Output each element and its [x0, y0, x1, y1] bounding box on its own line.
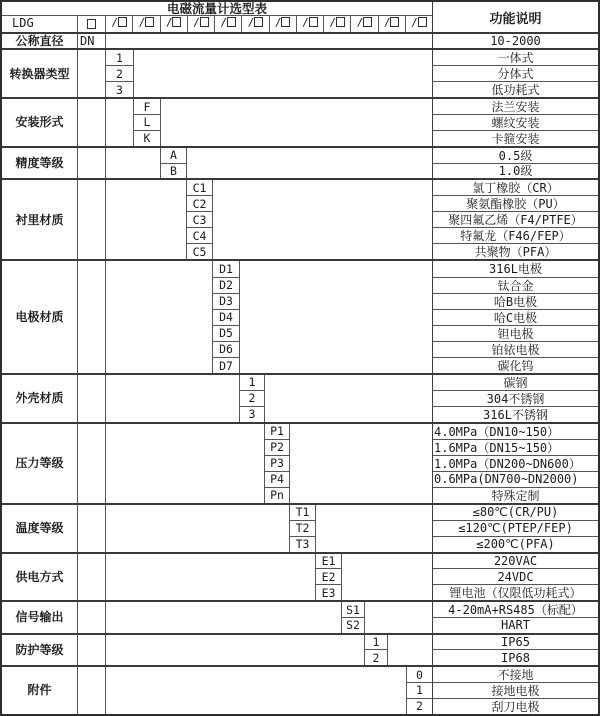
code-slot-12 — [406, 16, 432, 32]
option-desc: 螺纹安装 — [433, 115, 598, 131]
option-desc: IP68 — [501, 650, 530, 665]
slash-separator: / — [220, 16, 227, 29]
empty-span — [106, 148, 161, 178]
option-code: 1 — [240, 375, 264, 391]
empty-span — [106, 424, 265, 503]
category-band-10 — [2, 600, 598, 632]
empty-span — [106, 261, 213, 373]
option-code: F — [134, 99, 160, 115]
category-label: 衬里材质 — [2, 180, 78, 259]
empty-span — [106, 505, 290, 552]
category-band-4 — [2, 178, 598, 259]
category-label: 压力等级 — [2, 424, 78, 503]
option-desc: 氯丁橡胶（CR） — [433, 180, 598, 196]
option-desc: 碳化钨 — [497, 359, 534, 374]
checkbox-placeholder-icon — [145, 17, 154, 27]
option-code: D5 — [213, 326, 239, 342]
category-band-8 — [2, 503, 598, 552]
category-band-1 — [2, 48, 598, 97]
option-code: B — [170, 163, 177, 178]
option-desc: 碳钢 — [433, 375, 598, 391]
empty-span — [106, 180, 187, 259]
code-slot-6 — [242, 16, 269, 32]
checkbox-placeholder-icon — [87, 19, 96, 29]
option-desc: 法兰安装 — [433, 99, 598, 115]
category-band-7 — [2, 422, 598, 503]
code-slot-9 — [324, 16, 351, 32]
option-code: K — [143, 131, 151, 146]
empty-span — [388, 635, 432, 665]
option-desc: 聚氨酯橡胶（PU） — [433, 196, 598, 212]
option-desc: 1.6MPa（DN15~150） — [433, 440, 598, 456]
empty-cell — [78, 554, 106, 601]
option-code: D7 — [219, 358, 233, 373]
function-column — [432, 99, 598, 146]
slash-separator: / — [247, 16, 255, 29]
empty-cell — [78, 635, 106, 665]
option-desc: 分体式 — [433, 66, 598, 82]
empty-cell — [78, 180, 106, 259]
option-desc: 特氟龙（F46/FEP） — [433, 228, 598, 244]
header-band — [2, 2, 598, 32]
empty-span — [240, 261, 432, 373]
option-desc: 接地电极 — [433, 683, 598, 699]
category-label: 温度等级 — [2, 505, 78, 552]
option-code: 2 — [416, 699, 423, 714]
option-desc: IP65 — [433, 635, 598, 651]
option-code: 1 — [407, 683, 432, 699]
option-code: 1 — [106, 50, 133, 66]
option-desc: 316L不锈钢 — [483, 407, 548, 422]
code-column — [342, 602, 365, 632]
checkbox-placeholder-icon — [172, 17, 181, 27]
option-desc: 聚四氟乙烯（F4/PTFE） — [433, 212, 598, 228]
option-code: C1 — [187, 180, 212, 196]
slash-separator: / — [193, 16, 200, 29]
category-label: 转换器类型 — [2, 50, 78, 97]
empty-span — [316, 505, 432, 552]
code-column — [240, 375, 265, 422]
option-code: P4 — [265, 472, 289, 488]
option-desc: 低功耗式 — [491, 83, 540, 98]
option-code: E1 — [316, 554, 341, 570]
function-column — [432, 602, 598, 632]
category-label: 安装形式 — [2, 99, 78, 146]
code-slot-7 — [270, 16, 297, 32]
checkbox-placeholder-icon — [390, 17, 399, 27]
option-desc: 4.0MPa（DN10~150） — [433, 424, 598, 440]
empty-span — [106, 667, 407, 714]
empty-span — [342, 554, 432, 601]
category-band-2 — [2, 97, 598, 146]
code-slots — [106, 16, 432, 32]
option-code: T1 — [290, 505, 315, 521]
option-code: L — [134, 115, 160, 131]
empty-span — [265, 375, 432, 422]
function-column — [432, 148, 598, 178]
code-column — [365, 635, 388, 665]
option-desc: ≤200℃(PFA) — [476, 537, 555, 552]
empty-span — [106, 34, 432, 48]
empty-span — [106, 602, 342, 632]
empty-span — [290, 424, 432, 503]
option-code: 2 — [106, 66, 133, 82]
function-header: 功能说明 — [432, 2, 598, 32]
option-code: C3 — [187, 212, 212, 228]
empty-span — [106, 554, 316, 601]
option-desc: 不接地 — [433, 667, 598, 683]
option-desc: 220VAC — [433, 554, 598, 570]
checkbox-placeholder-icon — [281, 17, 290, 27]
function-column — [432, 667, 598, 714]
option-code: E3 — [321, 585, 336, 600]
checkbox-placeholder-icon — [254, 17, 263, 27]
option-desc: 一体式 — [433, 50, 598, 66]
category-band-5 — [2, 259, 598, 373]
option-code: T3 — [295, 537, 310, 552]
option-code: 3 — [116, 82, 123, 97]
function-column — [432, 375, 598, 422]
checkbox-placeholder-icon — [418, 17, 427, 27]
diameter-band — [2, 32, 598, 48]
option-code: S1 — [342, 602, 364, 618]
empty-span — [106, 635, 365, 665]
code-slot-4 — [188, 16, 215, 32]
empty-cell — [78, 148, 106, 178]
option-desc: 1.0MPa（DN200~DN600） — [433, 456, 598, 472]
function-column — [432, 635, 598, 665]
code-column — [265, 424, 290, 503]
option-desc: 钽电极 — [433, 326, 598, 342]
option-desc: ≤120℃(PTEP/FEP) — [433, 521, 598, 537]
empty-span — [213, 180, 432, 259]
option-desc: 0.5级 — [433, 148, 598, 164]
category-band-12 — [2, 665, 598, 714]
code-column — [187, 180, 213, 259]
option-code: C2 — [187, 196, 212, 212]
option-code: 2 — [372, 650, 380, 665]
option-desc: 1.0级 — [498, 164, 533, 179]
option-desc: 哈C电极 — [433, 310, 598, 326]
option-desc: HART — [501, 618, 530, 633]
header-left — [2, 2, 432, 32]
option-code: P2 — [265, 440, 289, 456]
code-slot-3 — [161, 16, 188, 32]
code-slot-8 — [297, 16, 324, 32]
option-code: D3 — [213, 294, 239, 310]
checkbox-placeholder-icon — [200, 17, 209, 27]
category-label: 外壳材质 — [2, 375, 78, 422]
model-prefix: LDG — [2, 16, 78, 32]
option-desc: 共聚物（PFA） — [474, 245, 557, 260]
option-desc: 铂铱电极 — [433, 342, 598, 358]
category-label: 供电方式 — [2, 554, 78, 601]
option-code: S2 — [346, 618, 360, 633]
slash-separator: / — [411, 16, 418, 29]
option-code: A — [161, 148, 186, 164]
empty-cell — [78, 50, 106, 97]
option-desc: 0.6MPa(DN700~DN2000) — [433, 472, 598, 488]
option-code: 3 — [248, 407, 256, 422]
empty-span — [106, 375, 240, 422]
slash-separator: / — [383, 16, 391, 29]
slash-separator: / — [111, 16, 118, 29]
option-desc: 哈B电极 — [433, 294, 598, 310]
option-code: D6 — [213, 342, 239, 358]
option-desc: 316L电极 — [433, 261, 598, 277]
option-desc: 4-20mA+RS485（标配） — [433, 602, 598, 618]
option-code: 0 — [407, 667, 432, 683]
slash-separator: / — [165, 16, 173, 29]
empty-span — [365, 602, 432, 632]
code-column — [290, 505, 316, 552]
slash-separator: / — [329, 16, 336, 29]
empty-cell — [78, 667, 106, 714]
option-desc: 卡箍安装 — [491, 131, 540, 146]
code-slot-10 — [351, 16, 378, 32]
option-code: D1 — [213, 261, 239, 277]
function-column — [432, 505, 598, 552]
empty-cell — [78, 261, 106, 373]
code-slot-11 — [379, 16, 406, 32]
code-column — [316, 554, 342, 601]
page-title: 电磁流量计选型表 — [2, 2, 432, 16]
category-label: 公称直径 — [2, 34, 78, 48]
diameter-code: DN — [78, 34, 106, 48]
empty-cell — [78, 99, 106, 146]
option-desc: 10-2000 — [490, 34, 541, 49]
category-band-11 — [2, 633, 598, 665]
checkbox-placeholder-icon — [227, 17, 236, 27]
function-column — [432, 424, 598, 503]
empty-cell — [78, 602, 106, 632]
code-slot-2 — [133, 16, 160, 32]
checkbox-placeholder-icon — [336, 17, 345, 27]
empty-span — [106, 99, 134, 146]
function-column — [432, 50, 598, 97]
code-column — [134, 99, 161, 146]
empty-span — [134, 50, 432, 97]
option-code: Pn — [270, 488, 284, 503]
code-slot-1 — [106, 16, 133, 32]
option-desc: 锂电池（仅限低功耗式） — [449, 586, 582, 601]
category-label: 防护等级 — [2, 635, 78, 665]
category-band-6 — [2, 373, 598, 422]
option-code: P3 — [265, 456, 289, 472]
function-column — [432, 554, 598, 601]
code-column — [106, 50, 134, 97]
option-desc: 刮刀电极 — [491, 699, 540, 714]
option-code: P1 — [265, 424, 289, 440]
code-column — [161, 148, 187, 178]
code-slot-5 — [215, 16, 242, 32]
model-code-row — [2, 16, 432, 32]
function-column — [432, 180, 598, 259]
empty-cell — [78, 375, 106, 422]
option-desc: 304不锈钢 — [433, 391, 598, 407]
option-desc: 钛合金 — [433, 278, 598, 294]
category-label: 精度等级 — [2, 148, 78, 178]
checkbox-placeholder-icon — [363, 17, 372, 27]
empty-cell — [78, 505, 106, 552]
option-desc: ≤80℃(CR/PU) — [433, 505, 598, 521]
slash-separator: / — [302, 16, 309, 29]
option-code: D2 — [213, 278, 239, 294]
category-label: 电极材质 — [2, 261, 78, 373]
option-code: T2 — [290, 521, 315, 537]
slash-separator: / — [138, 16, 146, 29]
function-column — [432, 261, 598, 373]
category-label: 附件 — [2, 667, 78, 714]
option-desc: 24VDC — [433, 569, 598, 585]
option-code: C4 — [187, 228, 212, 244]
empty-cell — [78, 424, 106, 503]
option-code: 2 — [240, 391, 264, 407]
code-slot-diameter — [78, 16, 106, 32]
checkbox-placeholder-icon — [118, 17, 127, 27]
category-band-3 — [2, 146, 598, 178]
category-band-9 — [2, 552, 598, 601]
slash-separator: / — [274, 16, 282, 29]
code-column — [213, 261, 240, 373]
slash-separator: / — [356, 16, 364, 29]
empty-span — [161, 99, 432, 146]
option-code: C5 — [192, 244, 207, 259]
option-desc: 特殊定制 — [491, 488, 540, 503]
code-column — [407, 667, 432, 714]
empty-span — [187, 148, 432, 178]
category-label: 信号输出 — [2, 602, 78, 632]
option-code: 1 — [365, 635, 387, 651]
option-code: E2 — [316, 569, 341, 585]
checkbox-placeholder-icon — [309, 17, 318, 27]
option-code: D4 — [213, 310, 239, 326]
